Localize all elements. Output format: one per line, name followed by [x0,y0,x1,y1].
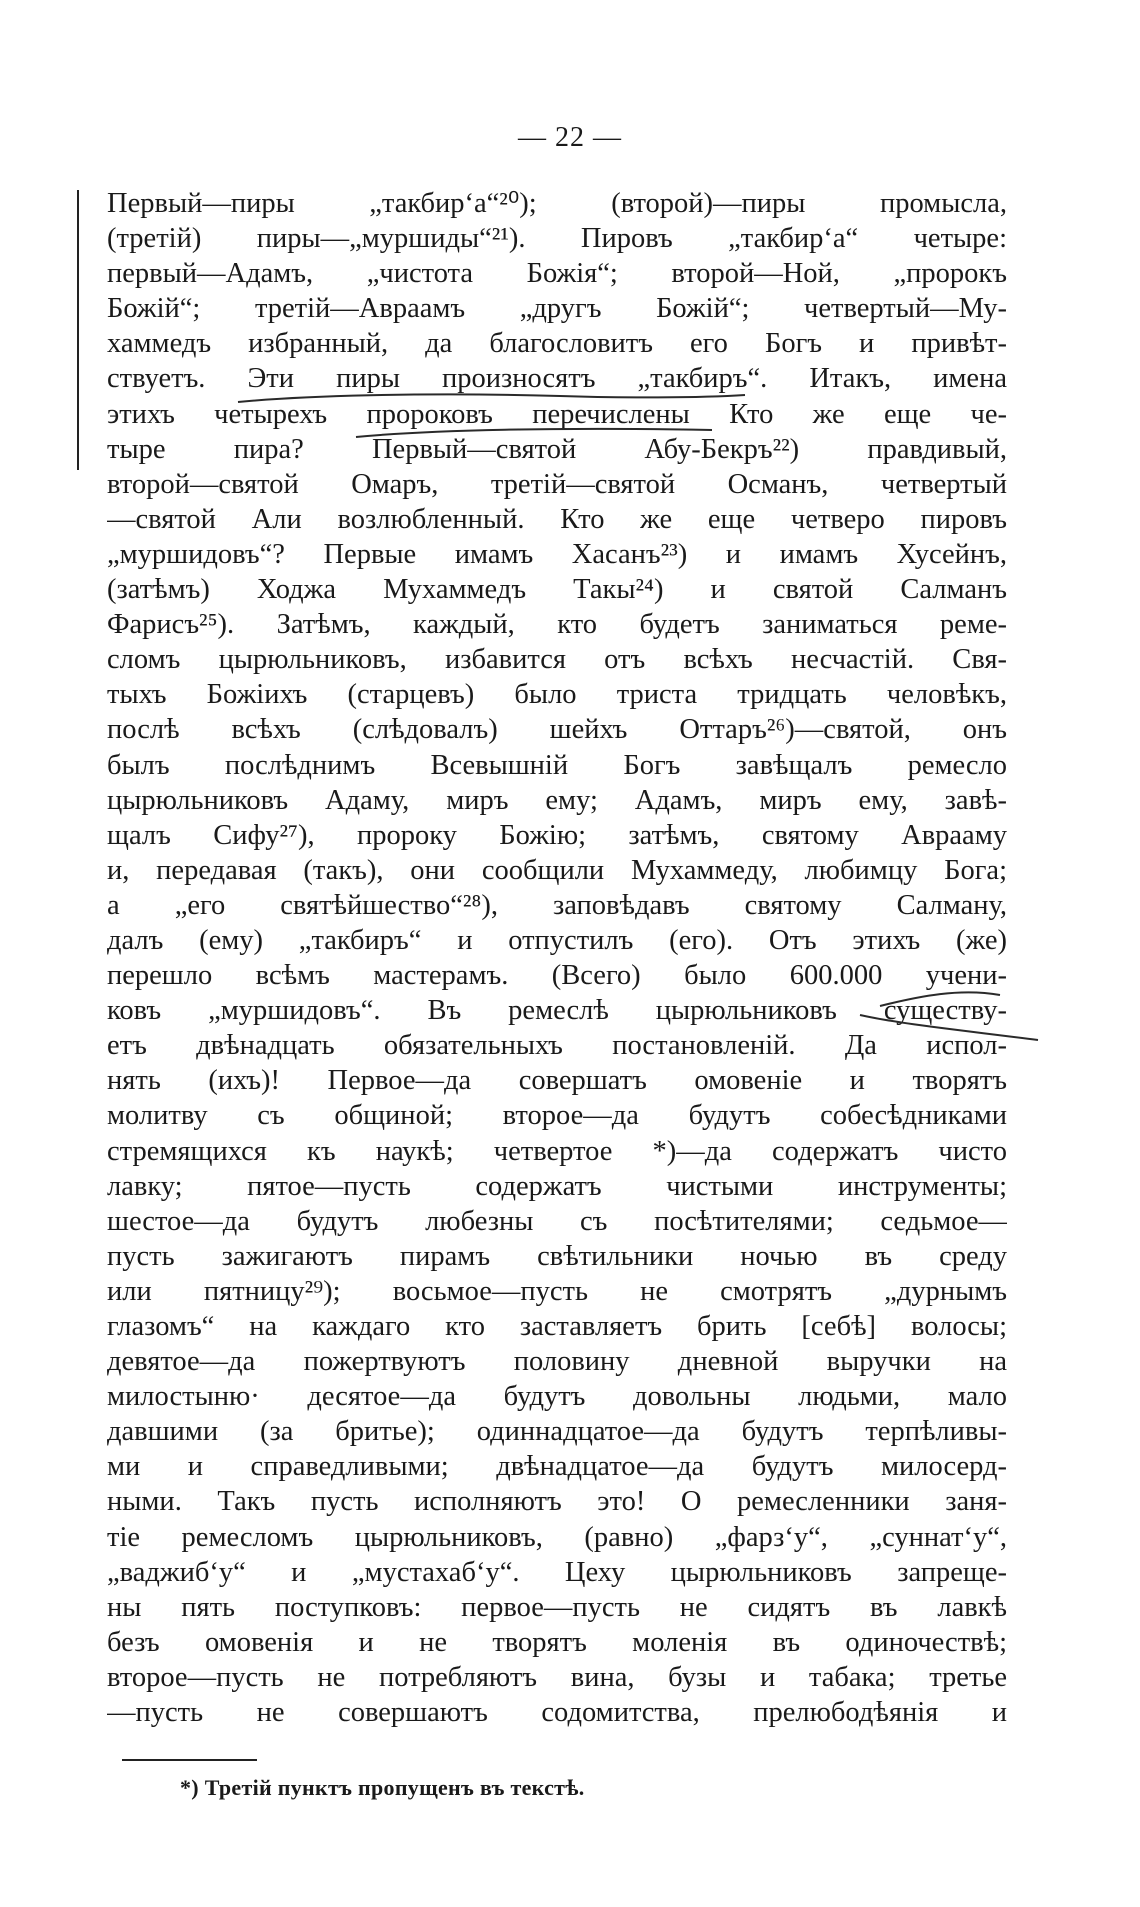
text-line: и, передавая (такъ), они сообщили Мухаммеду, любимцу Бога; [107,854,1007,886]
margin-mark [77,190,79,470]
text-line: ствуетъ. Эти пиры произносятъ „такбиръ“. Итакъ, имена [107,363,1007,395]
text-line: а „его святѣйшество“²⁸), заповѣдавъ святому Салману, [107,889,1007,921]
text-line: —пусть не совершаютъ содомитства, прелюбодѣянія и [107,1697,1007,1729]
text-line: перешло всѣмъ мастерамъ. (Всего) было 600.000 учени- [107,960,1007,992]
text-line: цырюльниковъ Адаму, миръ ему; Адамъ, миръ ему, завѣ- [107,784,1007,816]
text-line: второе—пусть не потребляютъ вина, бузы и табака; третье [107,1661,1007,1693]
text-line: второй—святой Омаръ, третій—святой Османъ, четвертый [107,468,1007,500]
text-line: „муршидовъ“? Первые имамъ Хасанъ²³) и имамъ Хусейнъ, [107,538,1007,570]
text-line: хаммедъ избранный, да благословитъ его Богъ и привѣт- [107,328,1007,360]
text-line: тыхъ Божіихъ (старцевъ) было триста тридцать человѣкъ, [107,679,1007,711]
footnote-divider [122,1759,257,1761]
text-line: шестое—да будутъ любезны съ посѣтителями; седьмое— [107,1205,1007,1237]
text-line: Божій“; третій—Авраамъ „другъ Божій“; четвертый—Му- [107,293,1007,325]
text-line: или пятницу²⁹); восьмое—пусть не смотрятъ „дурнымъ [107,1275,1007,1307]
main-text [107,186,1007,1730]
text-line: первый—Адамъ, „чистота Божія“; второй—Ной, „пророкъ [107,258,1007,290]
text-line: былъ послѣднимъ Всевышній Богъ завѣщалъ ремесло [107,749,1007,781]
text-line: (третій) пиры—„муршиды“²¹). Пировъ „такбир‘а“ четыре: [107,223,1007,255]
text-line: нять (ихъ)! Первое—да совершатъ омовеніе и творятъ [107,1065,1007,1097]
text-line: щалъ Сифу²⁷), пророку Божію; затѣмъ, святому Аврааму [107,819,1007,851]
text-line: етъ двѣнадцать обязательныхъ постановленій. Да испол- [107,1030,1007,1062]
text-line: далъ (ему) „такбиръ“ и отпустилъ (его). Отъ этихъ (же) [107,924,1007,956]
text-line: молитву съ общиной; второе—да будутъ собесѣдниками [107,1100,1007,1132]
text-line: —святой Али возлюбленный. Кто же еще четверо пировъ [107,503,1007,535]
text-line: стремящихся къ наукѣ; четвертое *)—да содержатъ чисто [107,1135,1007,1167]
text-line: „ваджиб‘у“ и „мустахаб‘у“. Цеху цырюльниковъ запреще- [107,1556,1007,1588]
text-line: глазомъ“ на каждаго кто заставляетъ брить [себѣ] волосы; [107,1311,1007,1342]
footnote: *) Третій пунктъ пропущенъ въ текстѣ. [180,1775,585,1800]
text-line: этихъ четырехъ пророковъ перечислены Кто же еще че- [107,398,1007,430]
text-line: девятое—да пожертвуютъ половину дневной выручки на [107,1346,1007,1378]
text-line: Фарисъ²⁵). Затѣмъ, каждый, кто будетъ заниматься реме- [107,609,1007,641]
text-line: ными. Такъ пусть исполняютъ это! О ремесленники заня- [107,1486,1007,1518]
text-line: милостыню· десятое—да будутъ довольны людьми, мало [107,1381,1007,1413]
text-line: Первый—пиры „такбир‘а“²⁰); (второй)—пиры промысла, [107,188,1007,219]
text-line: тыре пира? Первый—святой Абу-Бекръ²²) правдивый, [107,433,1007,465]
text-line: ковъ „муршидовъ“. Въ ремеслѣ цырюльниковъ существу- [107,995,1007,1027]
text-line: тіе ремесломъ цырюльниковъ, (равно) „фарз‘у“, „суннат‘у“, [107,1521,1007,1553]
text-line: лавку; пятое—пусть содержатъ чистыми инструменты; [107,1170,1007,1202]
text-line: давшими (за бритье); одиннадцатое—да будутъ терпѣливы- [107,1416,1007,1448]
page-number: — 22 — [518,122,622,153]
text-line: (затѣмъ) Ходжа Мухаммедъ Такы²⁴) и святой Салманъ [107,574,1007,606]
text-line: ми и справедливыми; двѣнадцатое—да будутъ милосерд- [107,1451,1007,1483]
text-line: ны пять поступковъ: первое—пусть не сидятъ въ лавкѣ [107,1591,1007,1623]
text-line: послѣ всѣхъ (слѣдовалъ) шейхъ Оттаръ²⁶)—святой, онъ [107,714,1007,746]
text-line: пусть зажигаютъ пирамъ свѣтильники ночью въ среду [107,1240,1007,1272]
text-line: безъ омовенія и не творятъ моленія въ одиночествѣ; [107,1626,1007,1658]
text-line: сломъ цырюльниковъ, избавится отъ всѣхъ несчастій. Свя- [107,644,1007,676]
